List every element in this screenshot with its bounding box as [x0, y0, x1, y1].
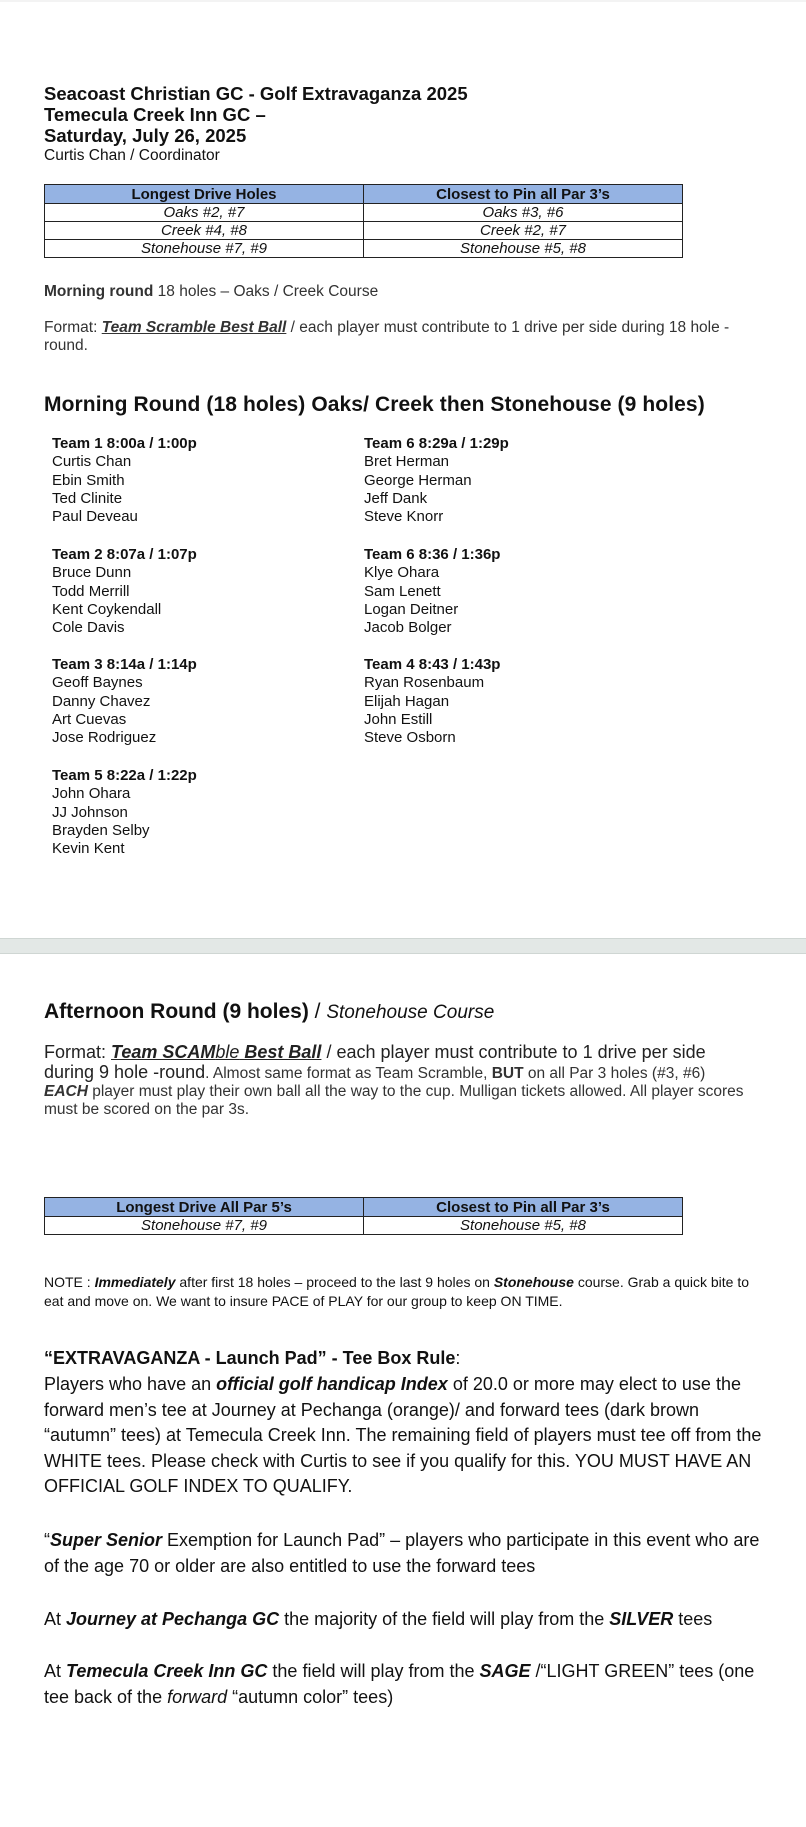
player-name: Jeff Dank: [364, 489, 428, 507]
player-name: Kent Coykendall: [52, 600, 162, 618]
note-label: NOTE :: [44, 1274, 95, 1290]
note-text: course. Grab a quick bite to eat and move on. We want to insure PACE of PLAY for our group to keep ON TIME.: [44, 1274, 750, 1309]
title-line-1: Seacoast Christian GC - Golf Extravaganza 2025: [44, 83, 468, 104]
temecula-text: the field will play from the: [267, 1661, 480, 1681]
player-name: John Ohara: [52, 785, 131, 803]
table-row: [45, 240, 683, 258]
temecula-text: At: [44, 1661, 67, 1681]
player-name: Bret Herman: [364, 453, 450, 471]
launch-pad-title-text: “EXTRAVAGANZA - Launch Pad” - Tee Box Rule: [44, 1348, 456, 1368]
player-name: Ryan Rosenbaum: [364, 674, 485, 692]
team-header: Team 2 8:07a / 1:07p: [52, 546, 197, 563]
player-name: Bruce Dunn: [52, 564, 132, 582]
temecula-paragraph: [44, 1659, 784, 1710]
team-block: [364, 546, 500, 637]
rule-text: Players who have an: [44, 1374, 217, 1394]
each-emphasis: EACH: [44, 1083, 88, 1100]
player-name: Brayden Selby: [52, 821, 150, 839]
player-name: Cole Davis: [52, 619, 125, 637]
format-description: / each player must contribute to 1 drive per side during 18 hole -round.: [44, 319, 730, 354]
super-senior-paragraph: [44, 1528, 774, 1579]
launch-pad-rule: [44, 1372, 774, 1500]
team-block: [52, 435, 197, 526]
player-name: Ted Clinite: [52, 489, 123, 507]
player-name: Logan Deitner: [364, 600, 459, 618]
but-emphasis: BUT: [491, 1065, 524, 1082]
table-row: [45, 222, 683, 240]
team-header: Team 5 8:22a / 1:22p: [52, 767, 197, 784]
super-senior-emphasis: Super Senior: [50, 1530, 163, 1550]
afternoon-heading-text: Afternoon Round (9 holes): [44, 1000, 309, 1023]
morning-round-label: Morning round: [44, 283, 154, 300]
team-header: Team 1 8:00a / 1:00p: [52, 435, 197, 452]
document-title: [44, 83, 468, 146]
coordinator-line: Curtis Chan / Coordinator: [44, 147, 220, 164]
team-block: [364, 435, 509, 526]
table-cell: Stonehouse #7, #9: [45, 1217, 364, 1235]
awards-header-closest-pin: Closest to Pin all Par 3’s: [364, 185, 683, 204]
quote-mark: “: [44, 1530, 50, 1550]
player-name: Geoff Baynes: [52, 674, 143, 692]
player-name: Elijah Hagan: [364, 692, 450, 710]
team-header: Team 4 8:43 / 1:43p: [364, 656, 501, 673]
player-name: Steve Osborn: [364, 729, 456, 747]
table-cell: Stonehouse #5, #8: [364, 240, 683, 258]
player-name: Steve Knorr: [364, 508, 444, 526]
morning-awards-table: [44, 184, 683, 258]
afternoon-format: [44, 1043, 764, 1119]
awards-header-longest-drive: Longest Drive All Par 5’s: [45, 1198, 364, 1217]
immediately-emphasis: Immediately: [94, 1274, 176, 1290]
player-name: Sam Lenett: [364, 582, 441, 600]
player-name: Kevin Kent: [52, 840, 125, 858]
player-name: JJ Johnson: [52, 803, 128, 821]
format-label: Format:: [44, 319, 102, 336]
table-cell: Creek #4, #8: [45, 222, 364, 240]
afternoon-course: Stonehouse Course: [326, 1002, 495, 1023]
journey-course-emphasis: Journey at Pechanga GC: [66, 1609, 280, 1629]
table-cell: Creek #2, #7: [364, 222, 683, 240]
stonehouse-emphasis: Stonehouse: [493, 1274, 574, 1290]
team-header: Team 3 8:14a / 1:14p: [52, 656, 197, 673]
player-name: George Herman: [364, 471, 472, 489]
table-row: [45, 1217, 683, 1235]
format-name-part: ble: [215, 1042, 240, 1062]
format-description: during 9 hole -round: [44, 1062, 206, 1082]
team-block: [364, 656, 500, 747]
title-line-2: Temecula Creek Inn GC –: [44, 104, 266, 125]
team-header: Team 6 8:36 / 1:36p: [364, 546, 501, 563]
temecula-text: “autumn color” tees): [227, 1686, 394, 1707]
player-name: Ebin Smith: [52, 471, 125, 489]
player-name: Paul Deveau: [52, 508, 138, 526]
journey-text: the majority of the field will play from the: [279, 1609, 610, 1629]
journey-paragraph: [44, 1607, 784, 1633]
player-name: Danny Chavez: [52, 692, 151, 710]
player-name: Jacob Bolger: [364, 619, 452, 637]
player-name: Curtis Chan: [52, 453, 132, 471]
launch-pad-colon: :: [455, 1348, 461, 1368]
sage-emphasis: SAGE: [479, 1661, 531, 1681]
morning-round-line: [44, 283, 378, 301]
senior-text: Exemption for Launch Pad” – players who participate in this event who are of the age 70 or older are also entitled to use the forward tees: [44, 1530, 760, 1576]
morning-heading: Morning Round (18 holes) Oaks/ Creek then Stonehouse (9 holes): [44, 393, 705, 416]
page-break: [0, 938, 806, 954]
awards-header-longest-drive: Longest Drive Holes: [45, 185, 364, 204]
player-name: Todd Merrill: [52, 582, 130, 600]
temecula-course-emphasis: Temecula Creek Inn GC: [66, 1661, 268, 1681]
table-cell: Oaks #2, #7: [45, 204, 364, 222]
official-index-emphasis: official golf handicap Index: [216, 1374, 448, 1394]
title-line-3: Saturday, July 26, 2025: [44, 125, 247, 146]
table-cell: Oaks #3, #6: [364, 204, 683, 222]
format-name: Team Scramble Best Ball: [101, 319, 287, 336]
journey-text: tees: [673, 1609, 713, 1629]
format-name: [111, 1042, 321, 1062]
format-description: / each player must contribute to 1 drive per side: [321, 1042, 706, 1062]
team-block: [52, 656, 197, 747]
team-header: Team 6 8:29a / 1:29p: [364, 435, 509, 452]
afternoon-awards-table: [44, 1197, 683, 1235]
player-name: Art Cuevas: [52, 710, 127, 728]
forward-emphasis: forward: [167, 1686, 228, 1707]
format-description: on all Par 3 holes (#3, #6): [523, 1065, 706, 1082]
player-name: John Estill: [364, 710, 433, 728]
temecula-text: /“LIGHT GREEN” tees (one tee back of the: [44, 1661, 755, 1707]
player-name: Jose Rodriguez: [52, 729, 157, 747]
format-name-part: Team SCAM: [111, 1042, 216, 1062]
team-block: [52, 767, 197, 858]
player-name: Klye Ohara: [364, 564, 440, 582]
format-description: . Almost same format as Team Scramble,: [205, 1065, 492, 1082]
format-name-part: Best Ball: [239, 1042, 322, 1062]
table-row: [45, 204, 683, 222]
table-cell: Stonehouse #7, #9: [45, 240, 364, 258]
morning-format: [44, 319, 764, 355]
afternoon-heading: Afternoon Round (9 holes) / Stonehouse Course: [44, 1000, 495, 1023]
table-cell: Stonehouse #5, #8: [364, 1217, 683, 1235]
silver-emphasis: SILVER: [609, 1609, 674, 1629]
team-block: [52, 546, 197, 637]
page-top-edge: [0, 0, 806, 2]
note-paragraph: [44, 1273, 772, 1311]
format-description: player must play their own ball all the way to the cup. Mulligan tickets allowed. All player scores must be scored on the par 3s.: [44, 1083, 744, 1118]
launch-pad-title: [44, 1348, 460, 1369]
rule-text: of 20.0 or more may elect to use the forward men’s tee at Journey at Pechanga (orange)/ and forward tees (dark brown “autumn” tees) at Temecula Creek Inn. The remaining field of players must tee off from the WHITE tees. Please check with Curtis to see if you qualify for this. YOU MUST HAVE AN OFFICIAL GOLF INDEX TO QUALIFY.: [44, 1374, 762, 1496]
morning-round-detail: 18 holes – Oaks / Creek Course: [153, 283, 379, 300]
awards-header-closest-pin: Closest to Pin all Par 3’s: [364, 1198, 683, 1217]
note-text: after first 18 holes – proceed to the last 9 holes on: [175, 1274, 494, 1290]
format-label: Format:: [44, 1042, 112, 1062]
journey-text: At: [44, 1609, 67, 1629]
